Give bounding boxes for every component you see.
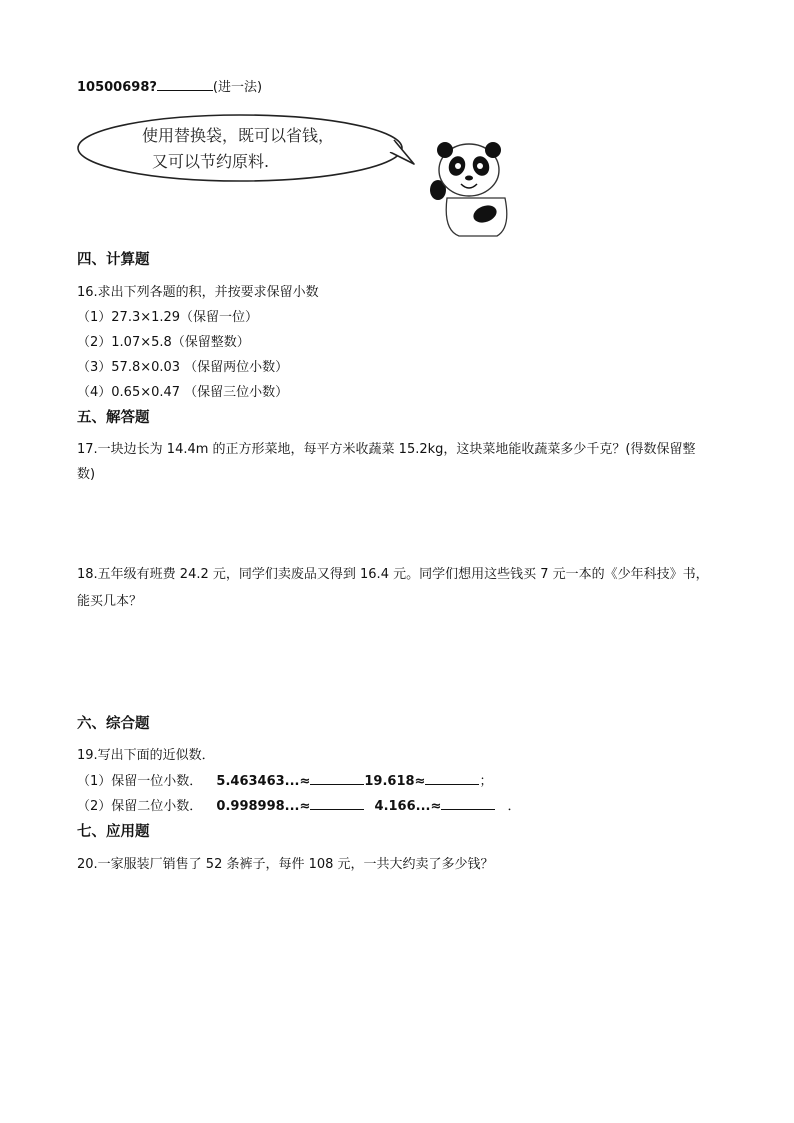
- q19-row-1: [77, 772, 492, 792]
- q19-row-2-b: 4.166...≈: [374, 799, 442, 814]
- q17-line-1: 17.一块边长为 14.4m 的正方形菜地，每平方米收蔬菜 15.2kg，这块菜地能收蔬菜多少千克？(得数保留整: [77, 442, 696, 457]
- q19-row-2-blank-a[interactable]: [310, 797, 364, 810]
- q16-stem: 16.求出下列各题的积，并按要求保留小数: [77, 285, 319, 300]
- q17-line-2: 数): [77, 467, 96, 482]
- section-6-title: 六、综合题: [77, 716, 150, 732]
- q16-item-2: （2）1.07×5.8（保留整数）: [77, 335, 250, 350]
- q19-row-1-blank-b[interactable]: [425, 772, 479, 785]
- q19-row-2-blank-b[interactable]: [441, 797, 495, 810]
- q18-line-2: 能买几本？: [77, 594, 143, 609]
- q19-row-1-b: 19.618≈: [364, 774, 426, 789]
- fill-line-10500698: [77, 78, 262, 98]
- bubble-line-1: 使用替换袋，既可以省钱，: [142, 126, 335, 145]
- panda-eye-right: [477, 163, 483, 169]
- q20-text: 20.一家服装厂销售了 52 条裤子，每件 108 元，一共大约卖了多少钱？: [77, 857, 494, 872]
- q18-line-1: 18.五年级有班费 24.2 元，同学们卖废品又得到 16.4 元。同学们想用这些钱买 7 元一本的《少年科技》书，: [77, 567, 709, 582]
- section-4-title: 四、计算题: [77, 252, 150, 268]
- q19-row-1-label: （1）保留一位小数．: [77, 774, 203, 789]
- speech-bubble: [72, 110, 422, 190]
- q19-row-2-a: 0.998998...≈: [216, 799, 311, 814]
- q19-row-1-end: ；: [479, 774, 493, 789]
- panda-ear-right: [485, 142, 501, 158]
- panda-illustration: [425, 138, 515, 238]
- q19-row-2-label: （2）保留二位小数．: [77, 799, 203, 814]
- q19-row-2: [77, 797, 521, 817]
- panda-ear-left: [437, 142, 453, 158]
- bubble-ellipse: [78, 115, 402, 181]
- q16-item-3: （3）57.8×0.03 （保留两位小数）: [77, 360, 289, 375]
- q16-item-4: （4）0.65×0.47 （保留三位小数）: [77, 385, 289, 400]
- panda-nose: [465, 176, 473, 181]
- panda-eye-left: [455, 163, 461, 169]
- q16-item-1: （1）27.3×1.29（保留一位）: [77, 310, 259, 325]
- method-note: (进一法): [212, 80, 263, 95]
- bubble-line-2: 又可以节约原料.: [152, 152, 270, 171]
- q19-stem: 19.写出下面的近似数．: [77, 748, 215, 763]
- q19-row-2-end: ．: [507, 799, 521, 814]
- q19-row-1-a: 5.463463...≈: [216, 774, 311, 789]
- answer-blank[interactable]: [157, 78, 213, 91]
- q19-row-1-blank-a[interactable]: [310, 772, 364, 785]
- section-5-title: 五、解答题: [77, 410, 150, 426]
- number-text: 10500698?: [77, 80, 157, 95]
- section-7-title: 七、应用题: [77, 824, 150, 840]
